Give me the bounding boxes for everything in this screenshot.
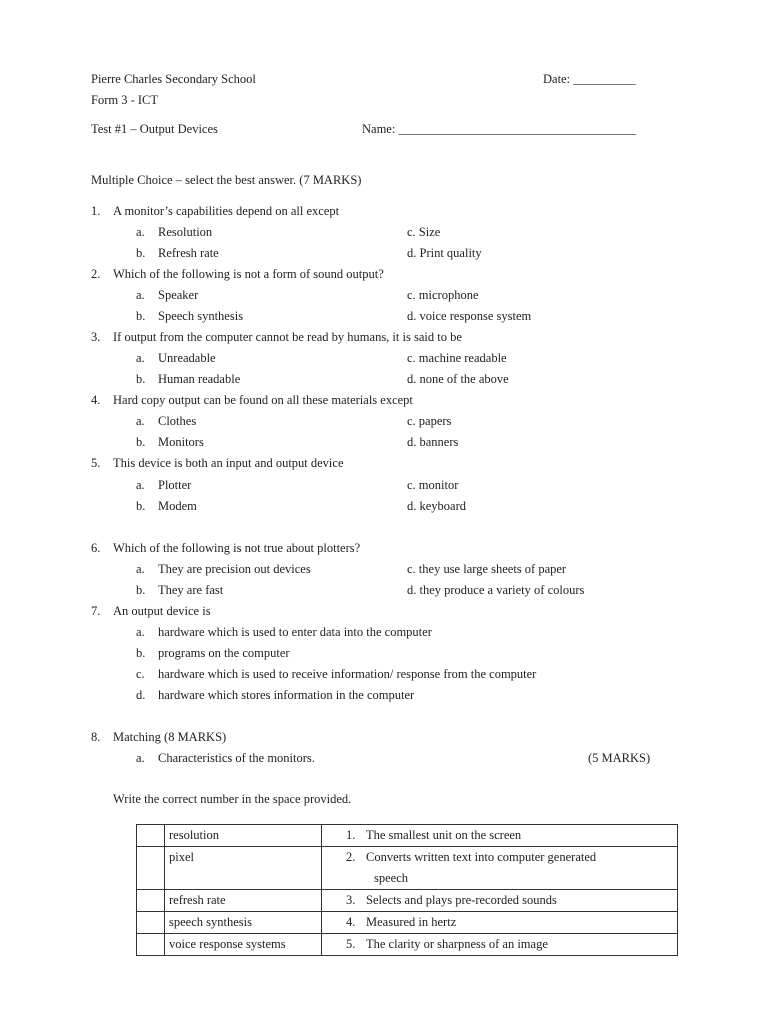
option-text: Monitors bbox=[158, 435, 204, 449]
question-number: 2. bbox=[91, 267, 101, 281]
question-text: An output device is bbox=[113, 604, 211, 618]
answer-space[interactable] bbox=[137, 912, 165, 934]
matching-title: Matching (8 MARKS) bbox=[113, 730, 227, 744]
mc-instruction: Multiple Choice – select the best answer. (7 MARKS) bbox=[91, 173, 362, 187]
definition-text: The clarity or sharpness of an image bbox=[366, 937, 548, 951]
option-text: Refresh rate bbox=[158, 246, 219, 260]
sub-letter: a. bbox=[136, 751, 145, 765]
option-text: Speech synthesis bbox=[158, 309, 244, 323]
definition-text: Converts written text into computer generated bbox=[366, 850, 597, 864]
definition-number: 4. bbox=[346, 915, 356, 929]
option-text: Resolution bbox=[158, 225, 213, 239]
question-number: 6. bbox=[91, 541, 101, 555]
option-text: hardware which stores information in the computer bbox=[158, 688, 415, 702]
table-row bbox=[137, 934, 678, 956]
answer-space[interactable] bbox=[137, 847, 165, 890]
test-title: Test #1 – Output Devices bbox=[91, 122, 218, 136]
option-letter: d. bbox=[136, 688, 146, 702]
option-text: hardware which is used to receive information/ response from the computer bbox=[158, 667, 537, 681]
option-text: Modem bbox=[158, 499, 197, 513]
option-text: Unreadable bbox=[158, 351, 216, 365]
option-letter: a. bbox=[136, 351, 145, 365]
option-letter: b. bbox=[136, 372, 146, 386]
definition-text: Selects and plays pre-recorded sounds bbox=[366, 893, 557, 907]
option-letter: a. bbox=[136, 288, 145, 302]
option-letter: b. bbox=[136, 646, 146, 660]
answer-space[interactable] bbox=[137, 825, 165, 847]
option-text: d. voice response system bbox=[407, 309, 532, 323]
definition-text: The smallest unit on the screen bbox=[366, 828, 522, 842]
question-number: 3. bbox=[91, 330, 101, 344]
option-text: They are fast bbox=[158, 583, 224, 597]
name-label: Name: ______________________________________ bbox=[362, 122, 636, 136]
definition-number: 3. bbox=[346, 893, 356, 907]
definition-text: Measured in hertz bbox=[366, 915, 457, 929]
matching-table bbox=[136, 824, 678, 956]
option-text: d. they produce a variety of colours bbox=[407, 583, 585, 597]
question-number: 5. bbox=[91, 456, 101, 470]
term-cell: refresh rate bbox=[165, 890, 322, 912]
school-name: Pierre Charles Secondary School bbox=[91, 72, 256, 86]
question-text: A monitor’s capabilities depend on all except bbox=[113, 204, 340, 218]
option-text: Speaker bbox=[158, 288, 199, 302]
definition-number: 2. bbox=[346, 850, 356, 864]
definition-cell bbox=[322, 912, 678, 934]
option-text: d. Print quality bbox=[407, 246, 482, 260]
term-cell: pixel bbox=[165, 847, 322, 890]
sub-marks: (5 MARKS) bbox=[588, 751, 651, 765]
form-label: Form 3 - ICT bbox=[91, 93, 159, 107]
option-text: c. machine readable bbox=[407, 351, 507, 365]
question-number: 8. bbox=[91, 730, 101, 744]
option-text: hardware which is used to enter data into the computer bbox=[158, 625, 432, 639]
option-letter: a. bbox=[136, 562, 145, 576]
option-text: programs on the computer bbox=[158, 646, 290, 660]
definition-cell bbox=[322, 825, 678, 847]
answer-space[interactable] bbox=[137, 934, 165, 956]
matching-instruction: Write the correct number in the space provided. bbox=[113, 792, 352, 806]
table-row bbox=[137, 847, 678, 890]
date-label: Date: __________ bbox=[543, 72, 636, 86]
option-text: d. keyboard bbox=[407, 499, 467, 513]
answer-space[interactable] bbox=[137, 890, 165, 912]
option-letter: c. bbox=[136, 667, 145, 681]
question-number: 1. bbox=[91, 204, 101, 218]
definition-number: 1. bbox=[346, 828, 356, 842]
definition-number: 5. bbox=[346, 937, 356, 951]
definition-cell bbox=[322, 847, 678, 890]
question-number: 4. bbox=[91, 393, 101, 407]
option-letter: b. bbox=[136, 583, 146, 597]
option-text: c. they use large sheets of paper bbox=[407, 562, 567, 576]
option-text: c. monitor bbox=[407, 478, 459, 492]
question-number: 7. bbox=[91, 604, 101, 618]
option-text: Clothes bbox=[158, 414, 197, 428]
option-text: Human readable bbox=[158, 372, 241, 386]
question-text: Hard copy output can be found on all these materials except bbox=[113, 393, 413, 407]
option-text: c. papers bbox=[407, 414, 452, 428]
question-text: If output from the computer cannot be read by humans, it is said to be bbox=[113, 330, 462, 344]
question-text: This device is both an input and output device bbox=[113, 456, 344, 470]
option-letter: a. bbox=[136, 414, 145, 428]
option-text: d. banners bbox=[407, 435, 459, 449]
table-row bbox=[137, 890, 678, 912]
option-letter: a. bbox=[136, 225, 145, 239]
definition-text-cont: speech bbox=[374, 871, 409, 885]
table-row bbox=[137, 825, 678, 847]
term-cell: speech synthesis bbox=[165, 912, 322, 934]
question-text: Which of the following is not a form of sound output? bbox=[113, 267, 384, 281]
option-letter: a. bbox=[136, 625, 145, 639]
option-letter: a. bbox=[136, 478, 145, 492]
term-cell: resolution bbox=[165, 825, 322, 847]
option-text: c. microphone bbox=[407, 288, 479, 302]
option-text: They are precision out devices bbox=[158, 562, 311, 576]
term-cell: voice response systems bbox=[165, 934, 322, 956]
option-letter: b. bbox=[136, 499, 146, 513]
option-text: Plotter bbox=[158, 478, 192, 492]
definition-cell bbox=[322, 890, 678, 912]
option-text: d. none of the above bbox=[407, 372, 509, 386]
option-text: c. Size bbox=[407, 225, 441, 239]
option-letter: b. bbox=[136, 435, 146, 449]
option-letter: b. bbox=[136, 309, 146, 323]
question-text: Which of the following is not true about plotters? bbox=[113, 541, 361, 555]
option-letter: b. bbox=[136, 246, 146, 260]
definition-cell bbox=[322, 934, 678, 956]
sub-text: Characteristics of the monitors. bbox=[158, 751, 315, 765]
table-row bbox=[137, 912, 678, 934]
